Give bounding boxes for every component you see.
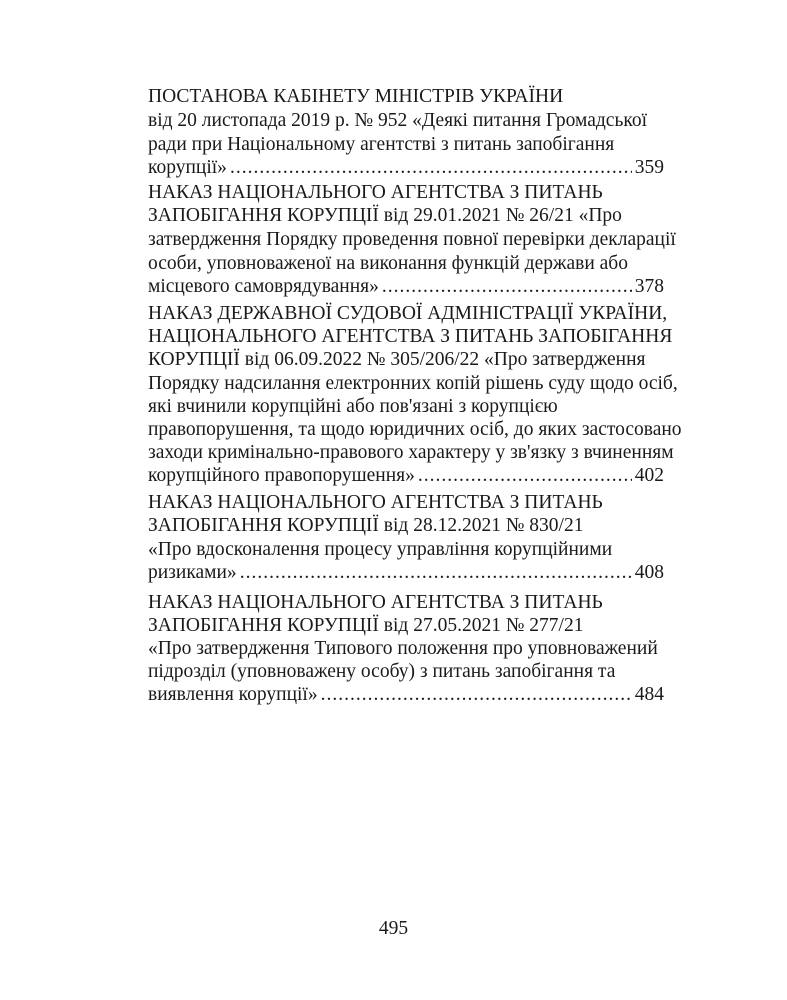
toc-entry-last-line [148, 275, 664, 298]
toc-entry-line: НАКАЗ НАЦІОНАЛЬНОГО АГЕНТСТВА З ПИТАНЬ [148, 492, 603, 513]
toc-entry-line: ЗАПОБІГАННЯ КОРУПЦІЇ від 29.01.2021 № 26/21 «Про [148, 205, 622, 226]
toc-entry-line: виявлення корупції» [148, 684, 318, 705]
toc-entry-line: ради при Національному агентстві з питань запобігання [148, 134, 615, 155]
toc-entry-line: які вчинили корупційні або пов'язані з корупцією [148, 396, 558, 417]
toc-page-ref: 378 [634, 276, 664, 297]
toc-entry-line: місцевого самоврядування» [148, 276, 379, 297]
toc-entry-line: НАКАЗ ДЕРЖАВНОЇ СУДОВОЇ АДМІНІСТРАЦІЇ УКРАЇНИ, [148, 303, 668, 324]
toc-entry-last-line [148, 464, 664, 487]
toc-page-ref: 402 [634, 465, 664, 486]
toc-entry-line: ПОСТАНОВА КАБІНЕТУ МІНІСТРІВ УКРАЇНИ [148, 86, 564, 107]
toc-entry-line: ЗАПОБІГАННЯ КОРУПЦІЇ від 27.05.2021 № 277/21 [148, 615, 584, 636]
page-number: 495 [378, 918, 409, 939]
toc-entry-line: ризиками» [148, 562, 237, 583]
toc-page-ref: 408 [634, 562, 664, 583]
toc-entry-last-line [148, 561, 664, 584]
toc-page-ref: 484 [634, 684, 664, 705]
toc-entry-last-line [148, 156, 664, 179]
toc-entry-line: корупційного правопорушення» [148, 465, 415, 486]
dot-leader [321, 683, 632, 706]
toc-entry-line: підрозділ (уповноважену особу) з питань запобігання та [148, 661, 616, 682]
toc-entry-line: правопорушення, та щодо юридичних осіб, до яких застосовано [148, 419, 682, 440]
toc-entry-line: від 20 листопада 2019 р. № 952 «Деякі питання Громадської [148, 110, 647, 131]
toc-entry-line: ЗАПОБІГАННЯ КОРУПЦІЇ від 28.12.2021 № 830/21 [148, 515, 584, 536]
toc-entry-line: Порядку надсилання електронних копій рішень суду щодо осіб, [148, 373, 678, 394]
toc-page-ref: 359 [634, 157, 664, 178]
toc-entry-line: НАЦІОНАЛЬНОГО АГЕНТСТВА З ПИТАНЬ ЗАПОБІГАННЯ [148, 326, 673, 347]
dot-leader [230, 156, 632, 179]
toc-entry-last-line [148, 683, 664, 706]
toc-entry-line: заходи кримінально-правового характеру у зв'язку з вчиненням [148, 442, 674, 463]
toc-entry-line: затвердження Порядку проведення повної перевірки декларації [148, 229, 676, 250]
toc-entry-line: НАКАЗ НАЦІОНАЛЬНОГО АГЕНТСТВА З ПИТАНЬ [148, 182, 603, 203]
toc-entry-line: «Про вдосконалення процесу управління корупційними [148, 539, 613, 560]
dot-leader [382, 275, 632, 298]
toc-entry-line: НАКАЗ НАЦІОНАЛЬНОГО АГЕНТСТВА З ПИТАНЬ [148, 592, 603, 613]
dot-leader [240, 561, 632, 584]
toc-entry-line: КОРУПЦІЇ від 06.09.2022 № 305/206/22 «Про затвердження [148, 349, 646, 370]
toc-entry-line: особи, уповноваженої на виконання функцій держави або [148, 253, 628, 274]
dot-leader [418, 464, 632, 487]
toc-entry-line: корупції» [148, 157, 227, 178]
toc-entry-line: «Про затвердження Типового положення про уповноважений [148, 638, 658, 659]
